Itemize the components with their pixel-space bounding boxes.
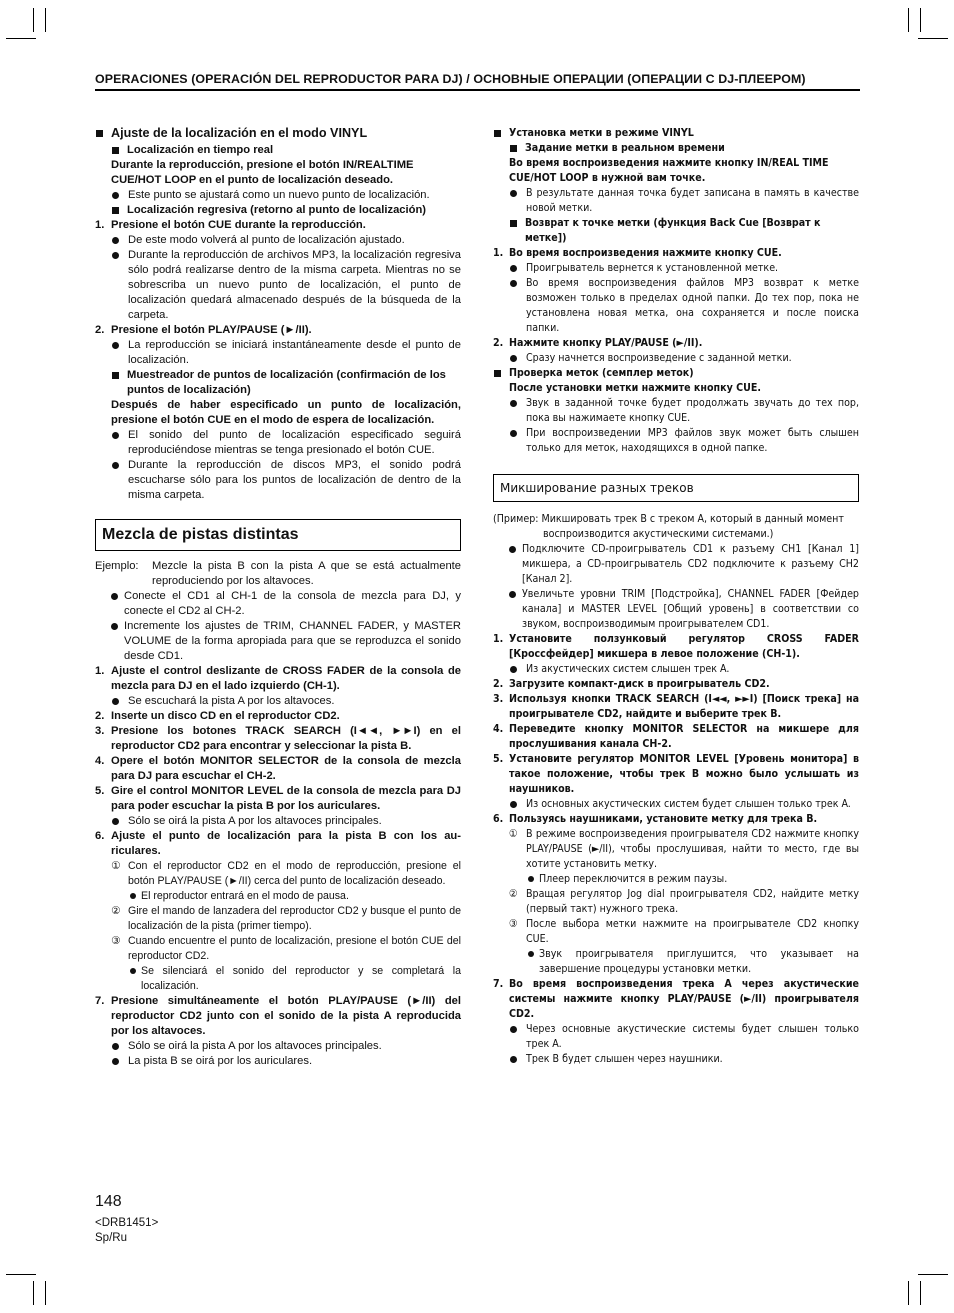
mix-step-2: 2. Inserte un disco CD en el reproductor CD2. [95,710,340,722]
substep-note: Плеер переключится в режим паузы. [526,872,859,887]
mix-step-3: 3. Используя кнопки TRACK SEARCH (I◄◄, ►►I) [Поиск трека] на проигрывателе CD2, найдите и выберите трек B. [493,693,859,720]
substep-1: ① В режиме воспроизведения проигрывателя CD2 нажмите кнопку PLAY/PAUSE (►/II), чтобы прослушивая, найти то место, где вы хотите установить метку. Плеер переключится в режим паузы. [509,828,859,885]
step-text: Presione los botones TRACK SEARCH (I◄◄, ►►I) en el reproductor CD2 para encontrar y seleccionar la pista B. [111,725,461,752]
page-header: OPERACIONES (OPERACIÓN DEL REPRODUCTOR PARA DJ) / ОСНОВНЫЕ ОПЕРАЦИИ (ОПЕРАЦИИ С DJ-ПЛЕЕРОМ) [95,72,806,86]
step-text: Пользуясь наушниками, установите метку для трека B. [509,813,818,825]
crop-mark [920,1281,921,1305]
substep-2: ② Gire el mando de lanzadera del reproductor CD2 y busque el punto de localización de la pista (primer tiempo). [111,905,461,932]
substep-text: После выбора метки нажмите на проигрывателе CD2 кнопку CUE. [526,918,859,945]
bullet-item: Звук в заданной точке будет продолжать звучать до тех пор, пока вы нажимаете кнопку CUE. [493,396,859,426]
mix-step-1: 1. Ajuste el control deslizante de CROSS FADER de la consola de mezcla para DJ en el lado izquierdo (CH-1). [95,665,461,692]
step-text: Inserte un disco CD en el reproductor CD2. [111,710,340,722]
step-1: 1. Во время воспроизведения нажмите кнопку CUE. [493,247,782,259]
header-rule [95,89,860,91]
step-text: Gire el control MONITOR LEVEL de la consola de mezcla para DJ para poder escuchar la pista B por los auriculares. [111,785,461,812]
bullet-item: De este modo volverá al punto de localización ajustado. [95,233,461,248]
bullet-item: В результате данная точка будет записана в память в качестве новой метки. [493,186,859,216]
step-2: 2. Presione el botón PLAY/PAUSE (►/II). [95,324,312,336]
substep-note: Se silenciará el sonido del reproductor y se completará la localización. [128,964,461,994]
step-text: Во время воспроизведения нажмите кнопку CUE. [509,247,782,259]
bullet-item: При воспроизведении MP3 файлов звук может быть слышен только для меток, находящихся в одной папке. [493,426,859,456]
example-text: Mezcle la pista B con la pista A que se está actualmente reproduciendo por los altavoces. [152,560,461,587]
crop-mark [6,38,36,39]
step-text: Установите ползунковый регулятор CROSS FADER [Кроссфейдер] микшера в левое положение (CH-1). [509,633,859,660]
bullet-item: Во время воспроизведения файлов MP3 возврат к метке возможен только в пределах одной папки. До тех пор, пока не установлена новая метка, она сохраняется и после поиска папки. [493,276,859,336]
step-text: Установите регулятор MONITOR LEVEL [Уровень монитора] в такое положение, чтобы трек B можно было услышать из наушников. [509,753,859,795]
bullet-item: Este punto se ajustará como un nuevo punto de localización. [95,188,461,203]
mix-step-3: 3. Presione los botones TRACK SEARCH (I◄◄, ►►I) en el reproductor CD2 para encontrar y seleccionar la pista B. [95,725,461,752]
crop-mark [918,38,948,39]
back-cue-title: Возврат к точке метки (функция Back Cue [Возврат к метке]) [509,216,859,246]
substep-2: ② Вращая регулятор Jog dial проигрывателя CD2, найдите метку (первый такт) нужного трека. [509,888,859,915]
example-note [95,559,461,589]
substep-text: В режиме воспроизведения проигрывателя CD2 нажмите кнопку PLAY/PAUSE (►/II), чтобы прослушивая, найти то место, где вы хотите установить метку. [526,828,859,870]
bullet-item: Durante la reproducción de discos MP3, el sonido podrá escucharse sólo para los puntos de localización de dentro de la misma carpeta. [95,458,461,503]
bullet-item: Sólo se oirá la pista A por los altavoces principales. [95,1039,461,1054]
bullet-item: Сразу начнется воспроизведение с заданной метки. [493,351,859,366]
cue-sampler-title: Muestreador de puntos de localización (confirmación de los puntos de localización) [111,368,461,398]
crop-mark [45,8,46,32]
bullet-item: Увеличьте уровни TRIM [Подстройка], CHANNEL FADER [Фейдер канала] и MASTER LEVEL [Общий уровень] в соответствии со звуком, воспроизводимым проигрывателем CD1. [493,587,859,632]
bullet-item: La pista B se oirá por los auriculares. [95,1054,461,1069]
vinyl-section-title: Установка метки в режиме VINYL [493,126,859,141]
mix-section-title: Mezcla de pistas distintas [95,519,461,551]
step-text: Presione el botón CUE durante la reproducción. [111,219,366,231]
bullet-item: Через основные акустические системы будет слышен только трек A. [493,1022,859,1052]
page-number: 148 [95,1193,122,1210]
russian-column [493,126,859,1067]
step-1: 1. Presione el botón CUE durante la reproducción. [95,219,366,231]
step-text: Ajuste el control deslizante de CROSS FADER de la consola de mezcla para DJ en el lado izquierdo (CH-1). [111,665,461,692]
substep-text: Con el reproductor CD2 en el modo de reproducción, presione el botón PLAY/PAUSE (►/II) cerca del punto de localización deseado. [128,860,461,887]
mix-step-4: 4. Переведите кнопку MONITOR SELECTOR на микшере для прослушивания канала CH-2. [493,723,859,750]
mix-step-7: 7. Presione simultáneamente el botón PLAY/PAUSE (►/II) del reproductor CD2 junto con el sonido de la pista A reproducida por los altavoces. [95,995,461,1037]
bullet-item: Sólo se oirá la pista A por los altavoces principales. [95,814,461,829]
doc-code [95,1216,158,1246]
step-text: Presione el botón PLAY/PAUSE (►/II). [111,324,312,336]
substep-3: ③ После выбора метки нажмите на проигрывателе CD2 кнопку CUE. Звук проигрывателя приглушится, что указывает на завершение процедуры установки метки. [509,918,859,975]
crop-mark [920,8,921,32]
step-text: Используя кнопки TRACK SEARCH (I◄◄, ►►I) [Поиск трека] на проигрывателе CD2, найдите и выберите трек B. [509,693,859,720]
bullet-item: Трек B будет слышен через наушники. [493,1052,859,1067]
substep-note: El reproductor entrará en el modo de pausa. [128,889,461,904]
realtime-cue-title: Localización en tiempo real [111,143,461,158]
mix-step-1: 1. Установите ползунковый регулятор CROSS FADER [Кроссфейдер] микшера в левое положение (CH-1). [493,633,859,660]
mix-step-5: 5. Gire el control MONITOR LEVEL de la consola de mezcla para DJ para poder escuchar la pista B por los auriculares. [95,785,461,812]
realtime-cue-instruction: Во время воспроизведения нажмите кнопку IN/REAL TIME CUE/HOT LOOP в нужной вам точке. [509,157,829,184]
cue-sampler-title: Проверка меток (семплер меток) [493,366,859,381]
back-cue-title: Localización regresiva (retorno al punto de localización) [111,203,461,218]
step-text: Opere el botón MONITOR SELECTOR de la consola de mezcla para DJ para escuchar el CH-2. [111,755,461,782]
step-text: Ajuste el punto de localización para la pista B con los au-riculares. [111,830,461,857]
substep-1: ① Con el reproductor CD2 en el modo de reproducción, presione el botón PLAY/PAUSE (►/II) cerca del punto de localización deseado. El reproductor entrará en el modo de pausa. [111,860,461,902]
vinyl-section-title: Ajuste de la localización en el modo VINYL [95,126,461,141]
mix-step-6: 6. Пользуясь наушниками, установите метку для трека B. [493,813,818,825]
step-text: Переведите кнопку MONITOR SELECTOR на микшере для прослушивания канала CH-2. [509,723,859,750]
bullet-item: Из акустических систем слышен трек A. [493,662,859,677]
step-text: Presione simultáneamente el botón PLAY/PAUSE (►/II) del reproductor CD2 junto con el sonido de la pista A reproducida por los altavoces. [111,995,461,1037]
mix-step-4: 4. Opere el botón MONITOR SELECTOR de la consola de mezcla para DJ para escuchar el CH-2. [95,755,461,782]
bullet-item: Подключите CD-проигрыватель CD1 к разъему CH1 [Канал 1] микшера, а CD-проигрыватель CD2 подключите к разъему CH2 [Канал 2]. [493,542,859,587]
bullet-item: Durante la reproducción de archivos MP3, la localización regresiva sólo podrá realizarse dentro de la misma carpeta. Mientras no se sobrescriba un nuevo punto de localización, el punto de localización quedará almacenado después de la búsqueda de la carpeta. [95,248,461,323]
bullet-item: Se escuchará la pista A por los altavoces. [95,694,461,709]
spanish-column [95,126,461,1069]
language-code: Sp/Ru [95,1232,127,1244]
substep-text: Вращая регулятор Jog dial проигрывателя CD2, найдите метку (первый такт) нужного трека. [526,888,859,915]
cue-sampler-instruction: Después de haber especificado un punto de localización, presione el botón CUE en el modo de espera de localización. [111,399,461,426]
substep-text: Cuando encuentre el punto de localización, presione el botón CUE del reproductor CD2. [128,935,461,962]
mix-step-7: 7. Во время воспроизведения трека A через акустические системы нажмите кнопку PLAY/PAUSE (►/II) проигрывателя CD2. [493,978,859,1020]
example-label: Ejemplo: [95,560,139,572]
bullet-item: Conecte el CD1 al CH-1 de la consola de mezcla para DJ, y conecte el CD2 al CH-2. [95,589,461,619]
bullet-item: Из основных акустических систем будет слышен только трек A. [493,797,859,812]
example-note: (Пример: Микшировать трек B с треком A, который в данный момент воспроизводится акустическими системами.) [493,513,844,540]
step-text: Во время воспроизведения трека A через акустические системы нажмите кнопку PLAY/PAUSE (►/II) проигрывателя CD2. [509,978,859,1020]
crop-mark [33,1281,34,1305]
step-2: 2. Нажмите кнопку PLAY/PAUSE (►/II). [493,337,703,349]
crop-mark [45,1281,46,1305]
mix-step-5: 5. Установите регулятор MONITOR LEVEL [Уровень монитора] в такое положение, чтобы трек B можно было услышать из наушников. [493,753,859,795]
realtime-cue-title: Задание метки в реальном времени [509,141,859,156]
substep-3: ③ Cuando encuentre el punto de localización, presione el botón CUE del reproductor CD2. Se silenciará el sonido del reproductor y se completará la localización. [111,935,461,992]
mix-step-2: 2. Загрузите компакт-диск в проигрыватель CD2. [493,678,770,690]
substep-note: Звук проигрывателя приглушится, что указывает на завершение процедуры установки метки. [526,947,859,977]
bullet-item: Проигрыватель вернется к установленной метке. [493,261,859,276]
bullet-item: Incremente los ajustes de TRIM, CHANNEL FADER, y MASTER VOLUME de la forma apropiada para que se reproduzca el sonido desde CD1. [95,619,461,664]
model-code: <DRB1451> [95,1217,159,1229]
crop-mark [908,8,909,32]
substep-text: Gire el mando de lanzadera del reproductor CD2 y busque el punto de localización de la pista (primer tiempo). [128,905,461,932]
mix-step-6: 6. Ajuste el punto de localización para la pista B con los au-riculares. [95,830,461,857]
step-text: Нажмите кнопку PLAY/PAUSE (►/II). [509,337,703,349]
crop-mark [6,1274,36,1275]
cue-sampler-instruction: После установки метки нажмите кнопку CUE. [509,382,761,394]
mix-section-title: Микширование разных треков [493,474,859,502]
bullet-item: El sonido del punto de localización especificado seguirá reproduciéndose mientras se tenga presionado el botón CUE. [95,428,461,458]
step-text: Загрузите компакт-диск в проигрыватель CD2. [509,678,770,690]
realtime-cue-instruction: Durante la reproducción, presione el botón IN/REALTIME CUE/HOT LOOP en el punto de localización deseado. [111,159,414,186]
crop-mark [908,1281,909,1305]
bullet-item: La reproducción se iniciará instantáneamente desde el punto de localización. [95,338,461,368]
crop-mark [918,1274,948,1275]
crop-mark [33,8,34,32]
